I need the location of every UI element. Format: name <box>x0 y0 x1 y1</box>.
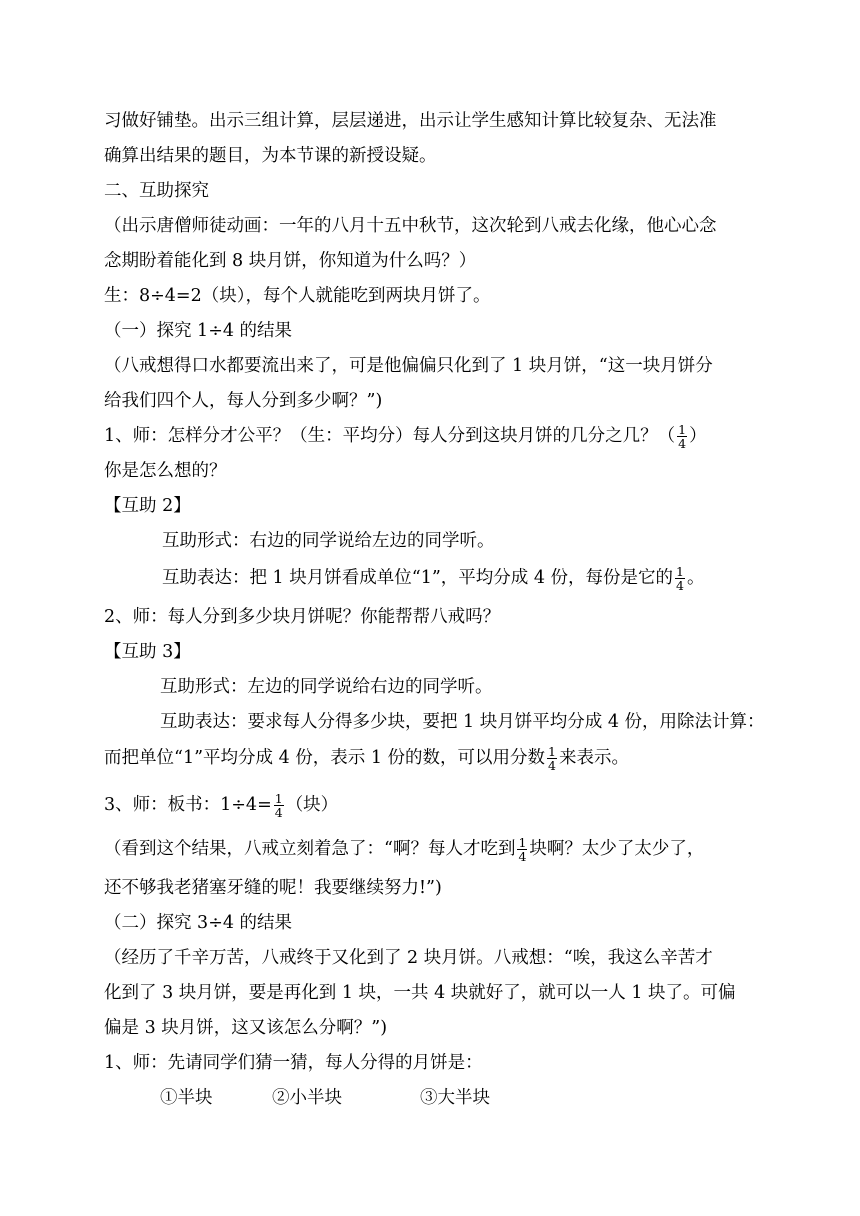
text-line: （出示唐僧师徒动画：一年的八月十五中秋节，这次轮到八戒去化缘，他心心念 <box>104 216 717 236</box>
text-segment: ） <box>689 426 707 446</box>
fraction-denominator: 4 <box>676 578 684 593</box>
fraction <box>677 423 687 450</box>
text-segment: 3、师：板书：1÷4= <box>104 795 272 815</box>
section-label: 【互助 2】 <box>104 496 191 516</box>
text-segment: 而把单位“1”平均分成 4 份，表示 1 份的数，可以用分数 <box>104 748 546 768</box>
fraction-numerator: 1 <box>678 422 687 437</box>
text-line: 互助形式：右边的同学说给左边的同学听。 <box>162 531 495 551</box>
fraction <box>274 792 284 819</box>
text-line: 互助表达：要求每人分得多少块，要把 1 块月饼平均分成 4 份，用除法计算： <box>160 712 765 732</box>
text-line: （八戒想得口水都要流出来了，可是他偏偏只化到了 1 块月饼，“这一块月饼分 <box>104 356 713 376</box>
text-line: 确算出结果的题目，为本节课的新授设疑。 <box>104 146 437 166</box>
text-segment: （块） <box>285 795 339 815</box>
text-line: 化到了 3 块月饼，要是再化到 1 块，一共 4 块就好了，就可以一人 1 块了。可偏 <box>104 983 736 1003</box>
fraction-denominator: 4 <box>274 805 283 820</box>
section-heading: 二、互助探究 <box>104 181 209 201</box>
text-segment: 互助表达：把 1 块月饼看成单位“1”，平均分成 4 份，每份是它的 <box>162 568 674 588</box>
fraction-numerator: 1 <box>548 744 556 759</box>
fraction-denominator: 4 <box>518 849 527 864</box>
option-half: ①半块 <box>160 1088 213 1108</box>
text-line <box>104 792 338 819</box>
fraction <box>517 836 527 863</box>
text-segment: 1、师：怎样分才公平？（生：平均分）每人分到这块月饼的几分之几？（ <box>104 426 676 446</box>
text-line <box>104 745 629 772</box>
text-line: 生：8÷4=2（块），每个人就能吃到两块月饼了。 <box>104 286 491 306</box>
subsection-heading: （一）探究 1÷4 的结果 <box>104 321 293 341</box>
text-line: （经历了千辛万苦，八戒终于又化到了 2 块月饼。八戒想：“唉，我这么辛苦才 <box>104 948 713 968</box>
text-line <box>162 565 705 592</box>
subsection-heading: （二）探究 3÷4 的结果 <box>104 913 293 933</box>
fraction-denominator: 4 <box>678 436 687 451</box>
text-line: 你是怎么想的？ <box>104 461 227 481</box>
fraction-numerator: 1 <box>274 791 283 806</box>
fraction <box>675 565 685 592</box>
text-line: 习做好铺垫。出示三组计算，层层递进，出示让学生感知计算比较复杂、无法准 <box>104 111 717 131</box>
text-segment: 。 <box>687 568 705 588</box>
section-label: 【互助 3】 <box>104 642 191 662</box>
option-small-half: ②小半块 <box>272 1088 342 1108</box>
text-segment: 来表示。 <box>559 748 629 768</box>
text-line <box>104 836 704 863</box>
text-line: 念期盼着能化到 8 块月饼，你知道为什么吗？） <box>104 251 477 271</box>
fraction-numerator: 1 <box>518 835 527 850</box>
text-line <box>104 423 707 450</box>
text-line: 1、师：先请同学们猜一猜，每人分得的月饼是： <box>104 1053 483 1073</box>
text-segment: （看到这个结果，八戒立刻着急了：“啊？每人才吃到 <box>104 839 516 859</box>
text-line: 2、师：每人分到多少块月饼呢？你能帮帮八戒吗？ <box>104 607 501 627</box>
text-segment: 块啊？太少了太少了， <box>529 839 705 859</box>
option-large-half: ③大半块 <box>420 1088 490 1108</box>
fraction-numerator: 1 <box>676 564 684 579</box>
text-line: 偏是 3 块月饼，这又该怎么分啊？”) <box>104 1018 388 1038</box>
text-line: 给我们四个人，每人分到多少啊？”) <box>104 391 383 411</box>
fraction-denominator: 4 <box>548 758 556 773</box>
text-line: 还不够我老猪塞牙缝的呢！我要继续努力!”) <box>104 878 442 898</box>
fraction <box>547 745 557 772</box>
text-line: 互助形式：左边的同学说给右边的同学听。 <box>160 677 493 697</box>
